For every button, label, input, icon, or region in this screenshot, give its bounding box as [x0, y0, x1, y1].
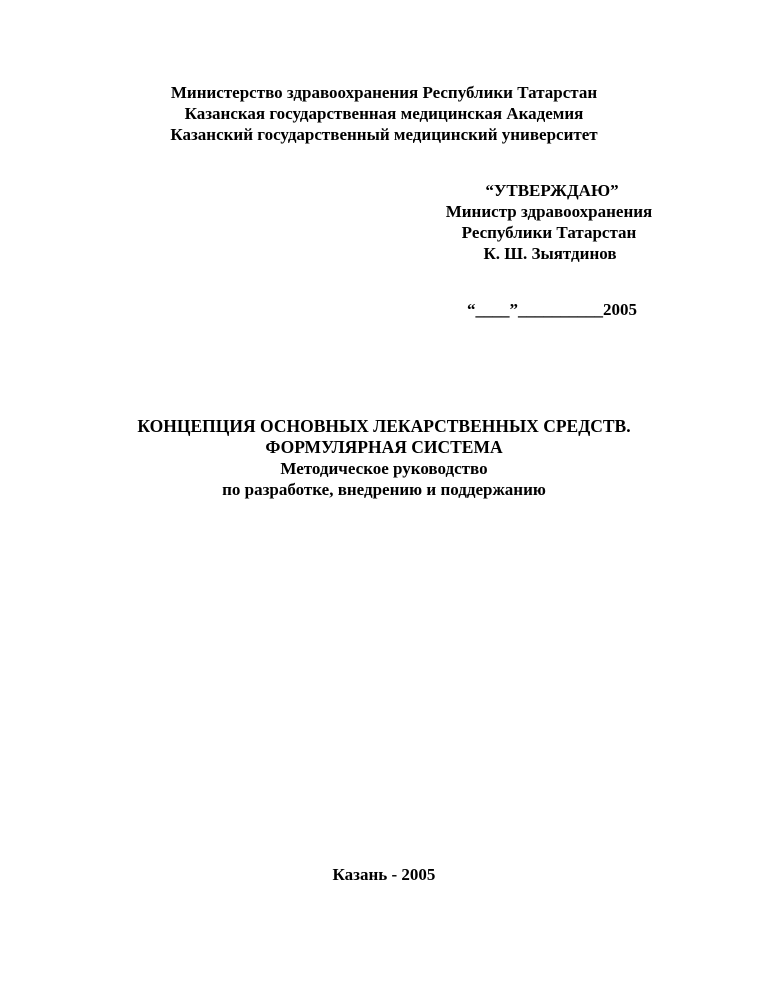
approver-name: К. Ш. Зыятдинов — [483, 244, 617, 263]
approval-date-line: “____”__________2005 — [467, 300, 637, 319]
approval-stamp: “УТВЕРЖДАЮ” — [485, 181, 619, 200]
university-name: Казанский государственный медицинский университет — [170, 125, 598, 144]
academy-name: Казанская государственная медицинская Академия — [184, 104, 584, 123]
ministry-name: Министерство здравоохранения Республики Татарстан — [170, 83, 598, 102]
document-title-line1: КОНЦЕПЦИЯ ОСНОВНЫХ ЛЕКАРСТВЕННЫХ СРЕДСТВ. — [137, 416, 631, 436]
document-subtitle-line2: по разработке, внедрению и поддержанию — [222, 480, 546, 499]
approver-position-line2: Республики Татарстан — [461, 223, 637, 242]
place-and-year: Казань - 2005 — [332, 865, 436, 884]
document-title-line2: ФОРМУЛЯРНАЯ СИСТЕМА — [265, 437, 503, 457]
document-subtitle-line1: Методическое руководство — [280, 459, 488, 478]
approver-position-line1: Министр здравоохранения — [445, 202, 653, 221]
